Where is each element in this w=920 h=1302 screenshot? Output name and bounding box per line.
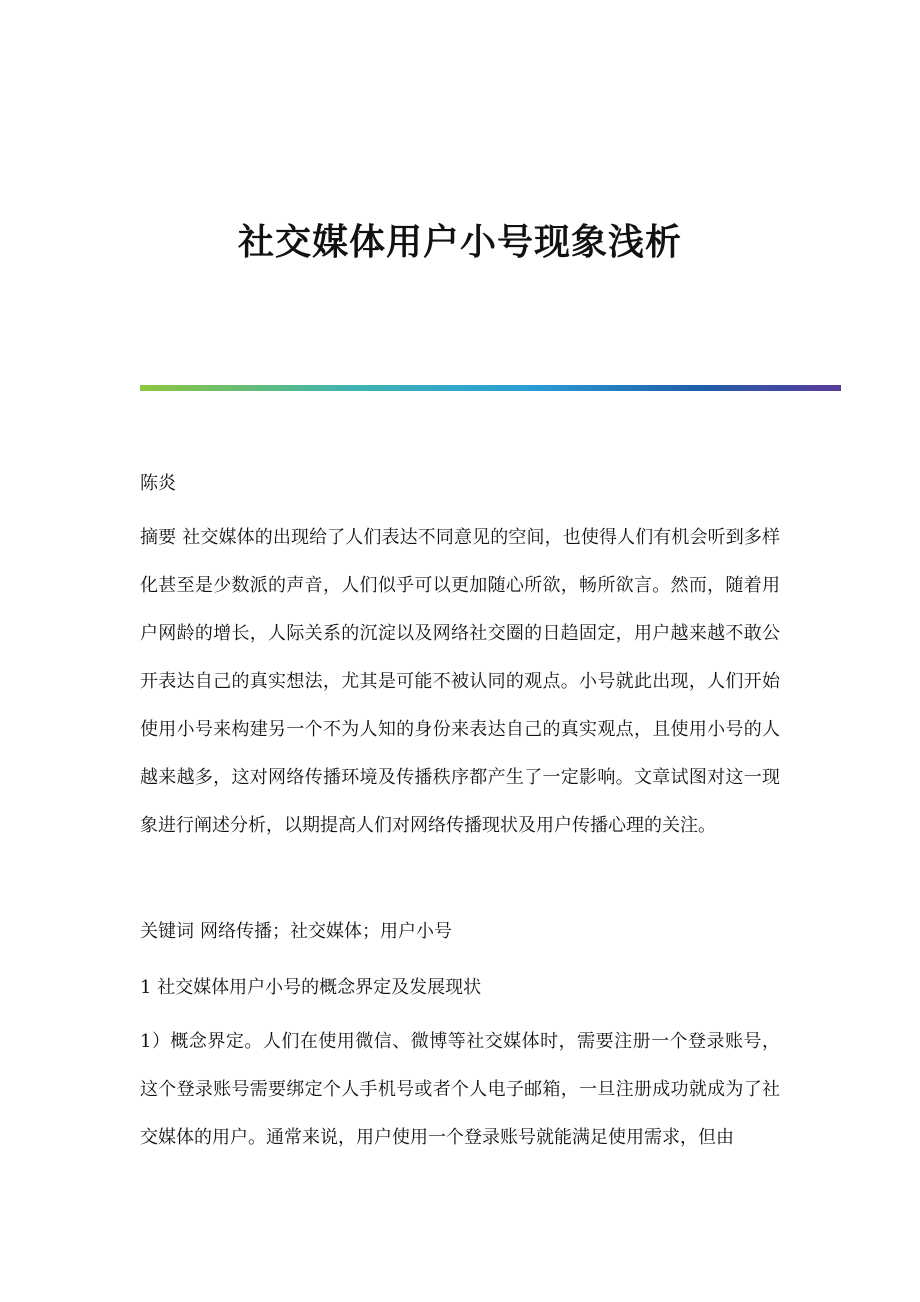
body-paragraph: 1）概念界定。人们在使用微信、微博等社交媒体时，需要注册一个登录账号，这个登录账号需要绑定个人手机号或者个人电子邮箱，一旦注册成功就成为了社交媒体的用户。通常来说，用户使用一个登录账号就能满足使用需求，但由 [140,1031,780,1148]
keywords-label: 关键词 [140,921,194,942]
abstract-text: 社交媒体的出现给了人们表达不同意见的空间，也使得人们有机会听到多样化甚至是少数派的声音，人们似乎可以更加随心所欲，畅所欲言。然而，随着用户网龄的增长，人际关系的沉淀以及网络社交圈的日趋固定，用户越来越不敢公开表达自己的真实想法，尤其是可能不被认同的观点。小号就此出现，人们开始使用小号来构建另一个不为人知的身份来表达自己的真实观点，且使用小号的人越来越多，这对网络传播环境及传播秩序都产生了一定影响。文章试图对这一现象进行阐述分析，以期提高人们对网络传播现状及用户传播心理的关注。 [140,527,781,836]
author-name: 陈炎 [140,473,176,494]
keywords-text: 网络传播；社交媒体；用户小号 [200,921,452,942]
section-heading: 1 社交媒体用户小号的概念界定及发展现状 [140,977,482,998]
abstract-label: 摘要 [140,527,177,548]
title-divider-rule [140,385,841,391]
abstract-paragraph [140,514,780,850]
keywords-paragraph [140,908,780,956]
document-title: 社交媒体用户小号现象浅析 [237,221,682,263]
